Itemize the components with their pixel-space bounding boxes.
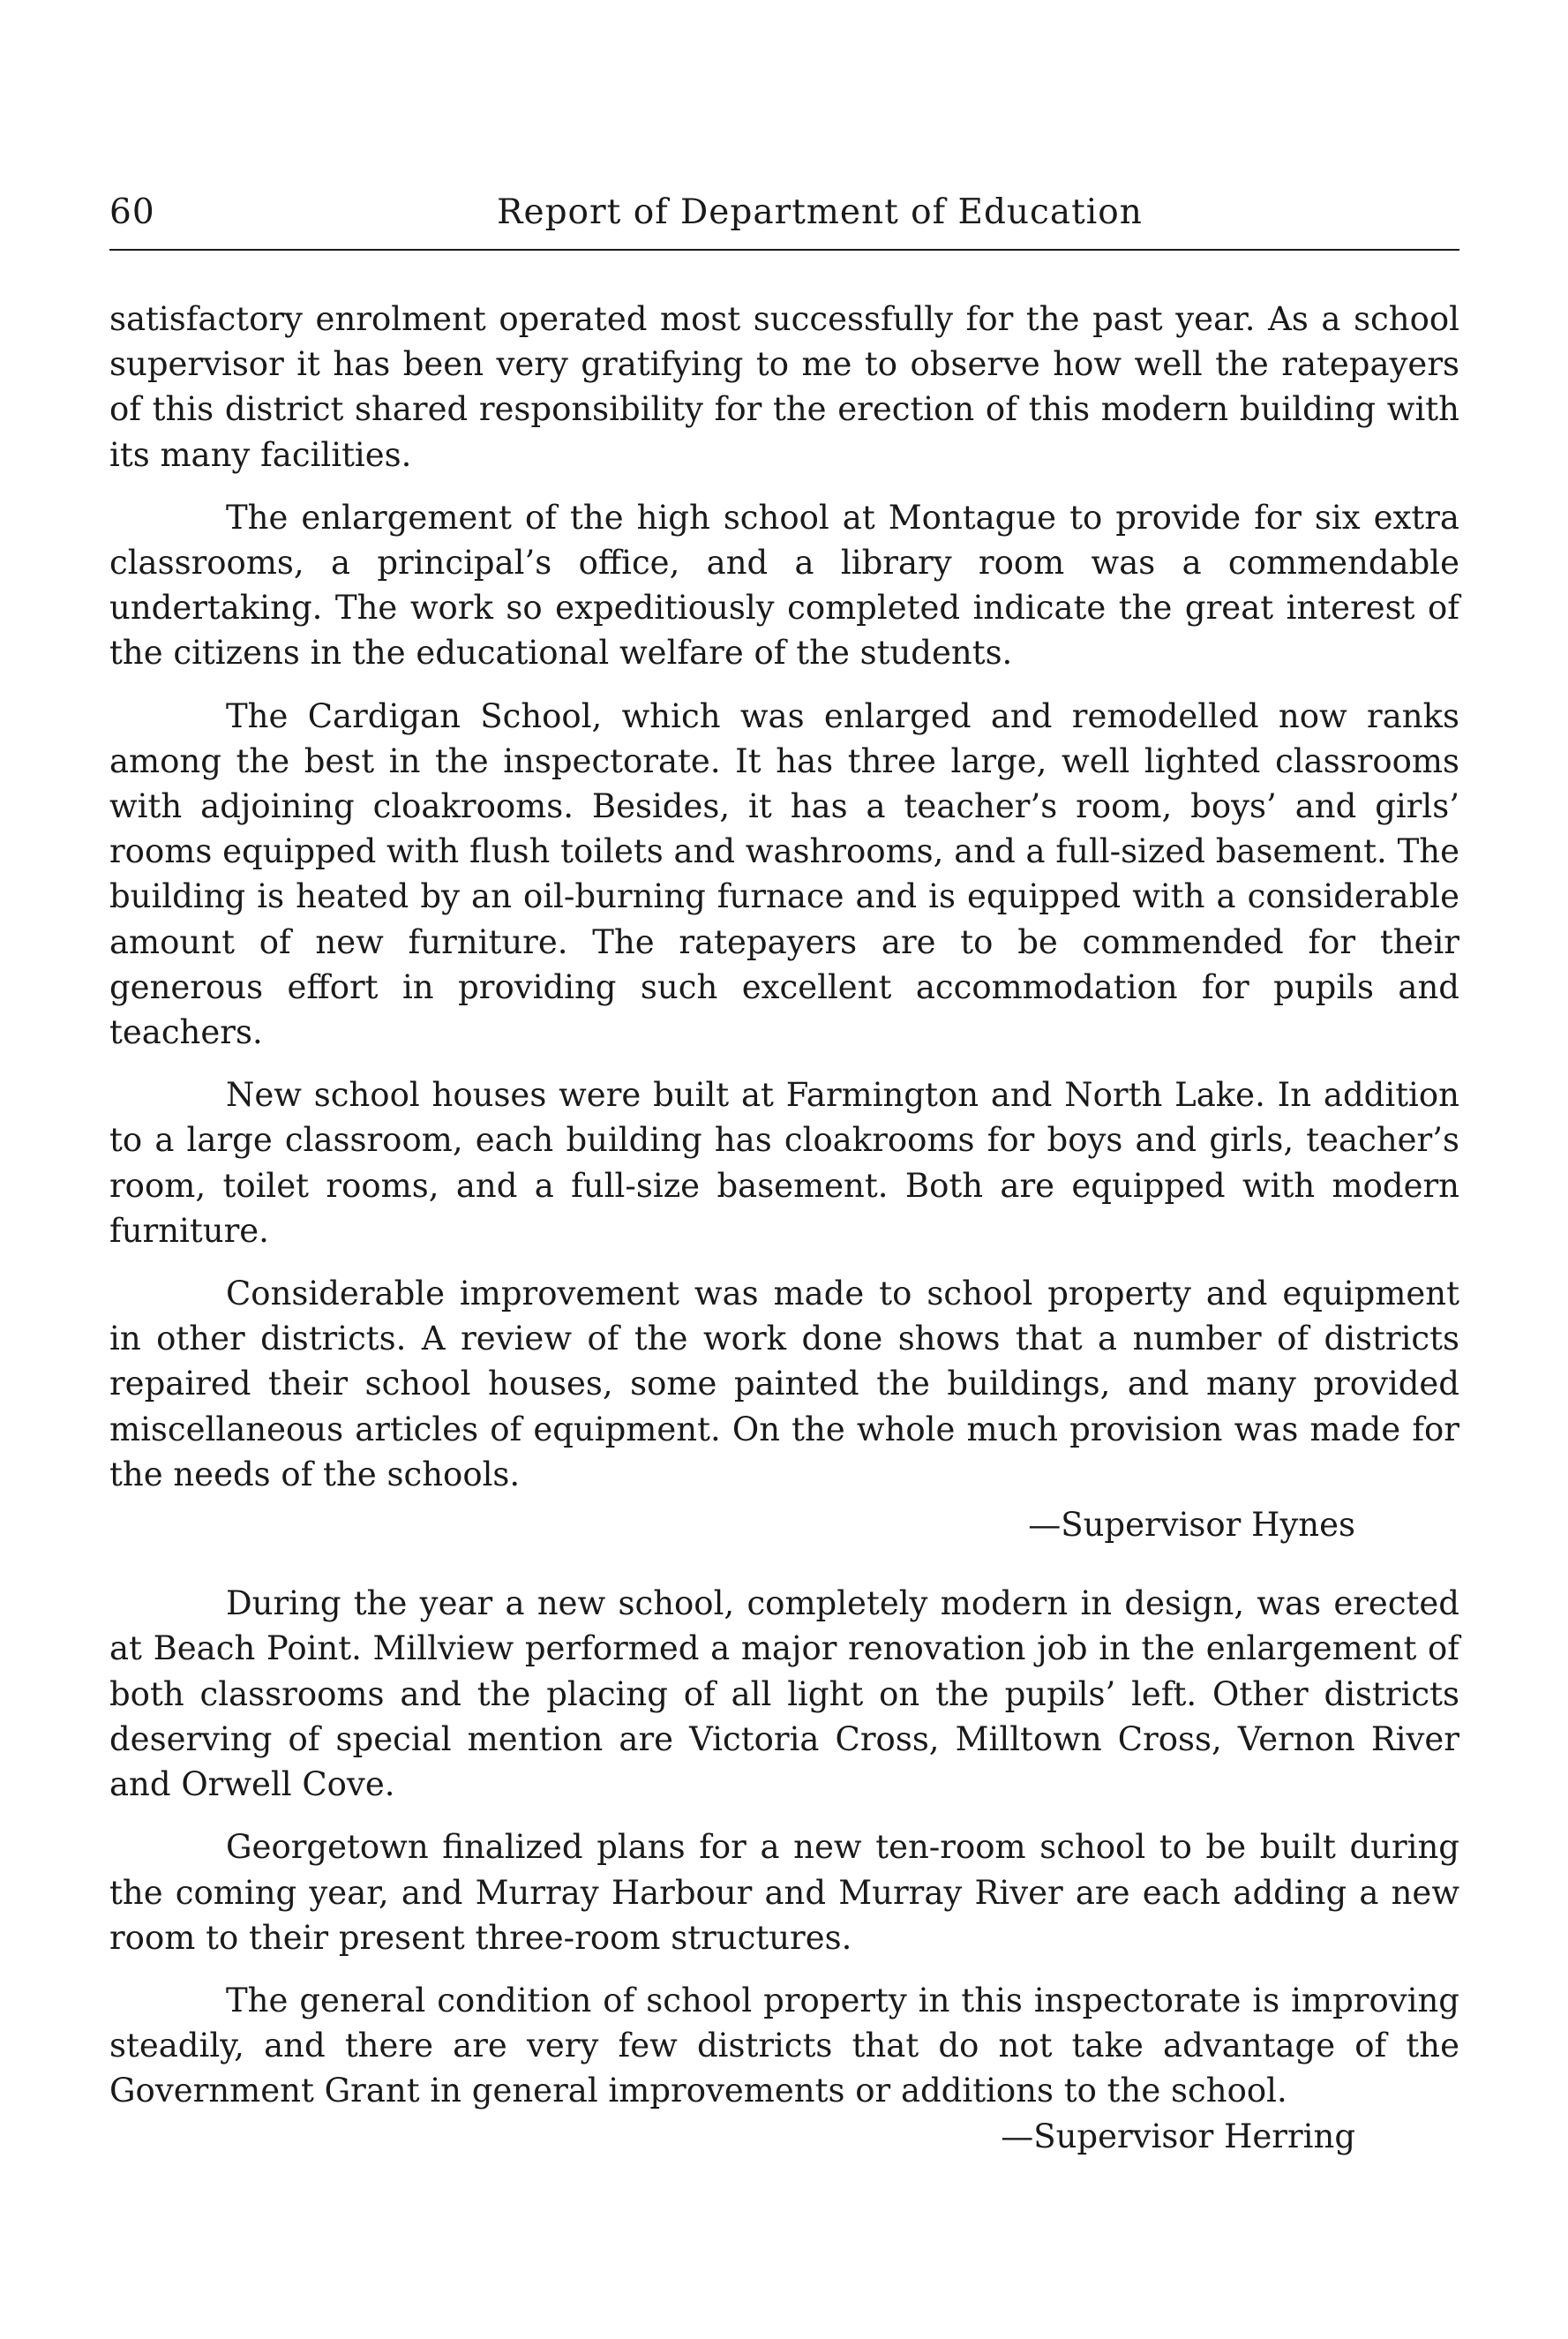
paragraph: Considerable improvement was made to school property and equipment in other districts. A review of the work done shows that a number of districts repaired their school houses, some painted the buildings, and many provided miscellaneous articles of equipment. On the whole much provision was made for the needs of the schools.: [109, 1275, 1459, 1493]
paragraph: The general condition of school property in this inspectorate is improving steadily, and there are very few districts that do not take advantage of the Government Grant in general improvements or additions to the school.: [109, 1981, 1459, 2110]
page-header: [109, 192, 1459, 245]
paragraph: Georgetown finalized plans for a new ten-room school to be built during the coming year, and Murray Harbour and Murray River are each adding a new room to their present three-room structures.: [109, 1828, 1459, 1957]
running-title: Report of Department of Education: [497, 192, 1143, 232]
page-number: 60: [109, 192, 155, 232]
paragraph: During the year a new school, completely modern in design, was erected at Beach Point. Millview performed a major renovation job in the enlargement of both classrooms and the placing of all light on the pupils’ left. Other districts deserving of special mention are Victoria Cross, Milltown Cross, Vernon River and Orwell Cove.: [109, 1584, 1459, 1804]
header-rule: [109, 249, 1459, 251]
signature-hynes: —Supervisor Hynes: [1028, 1506, 1355, 1545]
body-text: [109, 297, 1459, 2159]
paragraph: The Cardigan School, which was enlarged and remodelled now ranks among the best in the inspectorate. It has three large, well lighted classrooms with adjoining cloakrooms. Besides, it has a teacher’s room, boys’ and girls’ rooms equipped with flush toilets and washrooms, and a full-sized basement. The building is heated by an oil-burning furnace and is equipped with a considerable amount of new furniture. The ratepayers are to be commended for their generous effort in providing such excellent accommodation for pupils and teachers.: [109, 696, 1459, 1052]
paragraph: The enlargement of the high school at Montague to provide for six extra classrooms, a principal’s office, and a library room was a commendable undertaking. The work so expeditiously completed indicate the great interest of the citizens in the educational welfare of the students.: [109, 498, 1459, 673]
signature-herring: —Supervisor Herring: [1001, 2117, 1355, 2155]
paragraph: New school houses were built at Farmington and North Lake. In addition to a large classroom, each building has cloakrooms for boys and girls, teacher’s room, toilet rooms, and a full-size basement. Both are equipped with modern furniture.: [109, 1076, 1459, 1250]
paragraph-continued: satisfactory enrolment operated most successfully for the past year. As a school supervisor it has been very gratifying to me to observe how well the ratepayers of this district shared responsibility for the erection of this modern building with its many facilities.: [109, 300, 1459, 474]
